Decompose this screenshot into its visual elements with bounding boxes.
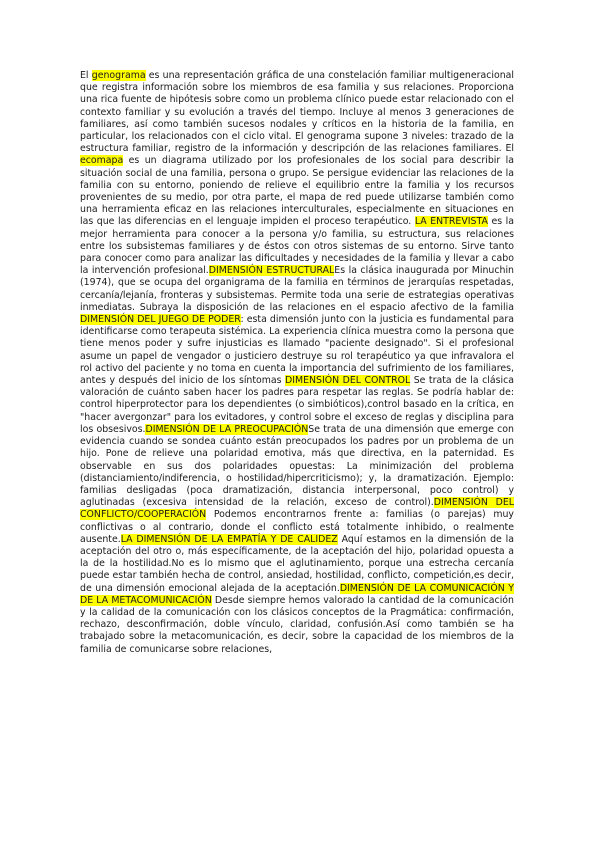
body-text-segment: es una representación gráfica de una constelación familiar multigeneracional que registra información sobre los miembros de esa familia y sus relaciones. Proporciona una rica fuente de hipótesis sobre como un problema clínico puede estar relacionado con el contexto familiar y su evolución a través del tiempo. Incluye al menos 3 generaciones de familiares, así como también sucesos nodales y críticos en la historia de la familia, en particular, los relacionados con el ciclo vital. El genograma supone 3 niveles: trazado de la estructura familiar, registro de la información y descripción de las relaciones familiares. El [80, 70, 514, 155]
highlighted-term: DIMENSIÓN DEL CONTROL [285, 375, 411, 387]
body-text-segment: Desde siempre hemos valorado la cantidad de la comunicación y la calidad de la comunicación con los clásicos conceptos de la Pragmática: confirmación, rechazo, desconfirmación, doble vínculo, claridad, confusión.Así como también se ha trabajado sobre la metacomunicación, es decir, sobre la capacidad de los miembros de la familia de comunicarse sobre relaciones, [80, 594, 514, 655]
highlighted-term: DIMENSIÓN DEL JUEGO DE PODER [80, 314, 241, 326]
highlighted-term: DIMENSIÓN DE LA COMUNICACIÓN Y DE LA METACOMUNICACIÓN [80, 582, 514, 606]
body-text-segment: es la mejor herramienta para conocer a la persona y/o familia, su estructura, sus relaciones entre los subsistemas familiares y de éstos con otros sistemas de su entorno. Sirve tanto para conocer como para analizar las dificultades y necesidades de la familia y llevar a cabo la intervención profesional. [80, 216, 514, 277]
highlighted-term: DIMENSIÓN ESTRUCTURAL [208, 265, 335, 277]
body-text-segment: Se trata de la clásica valoración de cuánto saben hacer los padres para respetar las reglas. Se podría hablar de: control hiperprotector para los dependientes (o simbióticos),control basado en la crítica, en "hacer avergonzar" para los evitadores, y control sobre el exceso de reglas y disciplina para los obsesivos. [80, 375, 514, 435]
body-text-segment: Se trata de una dimensión que emerge con evidencia cuando se sondea cuánto están preocupados los padres por un problema de un hijo. Pone de relieve una polaridad emotiva, más que directiva, en la paternidad. Es observable en sus dos polaridades opuestas: La minimización del problema (distanciamiento/indiferencia, o hostilidad/hipercriticismo); y, la dramatización. Ejemplo: familias desligadas (poca dramatización, distancia interpersonal, poco control) y aglutinadas (excesiva intensidad de la relación, exceso de control). [80, 423, 514, 509]
highlighted-term: DIMENSIÓN DEL CONFLICTO/COOPERACIÓN [80, 497, 514, 521]
highlighted-term: LA ENTREVISTA [414, 216, 488, 228]
body-text-segment: Es la clásica inaugurada por Minuchin (1974), que se ocupa del organigrama de la familia en términos de jerarquías respetadas, cercanía/lejanía, fronteras y subsistemas. Permite toda una serie de estrategias operativas inmediatas. Subraya la disposición de las relaciones en el espacio afectivo de la familia [80, 265, 514, 313]
body-paragraph [80, 70, 514, 656]
body-text-segment: es un diagrama utilizado por los profesionales de los social para describir la situación social de una familia, persona o grupo. Se persigue evidenciar las relaciones de la familia con su entorno, poniendo de relieve el equilibrio entre la familia y los recursos provenientes de su medio, por otra parte, el mapa de red puede utilizarse también como una herramienta eficaz en las relaciones interculturales, especialmente en situaciones en las que las diferencias en el lenguaje impiden el proceso terapéutico. [80, 155, 514, 228]
body-text-segment: El [80, 70, 92, 81]
document-body [80, 70, 514, 656]
highlighted-term: ecomapa [80, 155, 124, 167]
body-text-segment: Podemos encontrarnos frente a: familias (o parejas) muy conflictivas o al contrario, donde el conflicto está totalmente inhibido, o realmente ausente. [80, 509, 514, 545]
highlighted-term: genograma [91, 70, 146, 81]
body-text-segment: Aquí estamos en la dimensión de la aceptación del otro o, más específicamente, de la aceptación del hijo, polaridad opuesta a la de la hostilidad.No es lo mismo que el aglutinamiento, porque una estrecha cercanía puede estar también hecha de control, ansiedad, hostilidad, conflicto, competición,es decir, de una dimensión emocional alejada de la aceptación. [80, 533, 515, 594]
highlighted-term: DIMENSIÓN DE LA PREOCUPACIÓN [145, 423, 309, 435]
highlighted-term: LA DIMENSIÓN DE LA EMPATÍA Y DE CALIDEZ [120, 533, 338, 545]
body-text-segment: : esta dimensión junto con la justicia es fundamental para identificarse como terapeuta sistémica. La experiencia clínica muestra como la persona que tiene menos poder y sufre injusticias es llamado "paciente designado". Si el profesional asume un papel de vengador o justiciero destruye su rol terapéutico ya que infravalora el rol activo del paciente y no toma en cuenta la importancia del sufrimiento de los familiares, antes y después del inicio de los síntomas [80, 314, 515, 387]
